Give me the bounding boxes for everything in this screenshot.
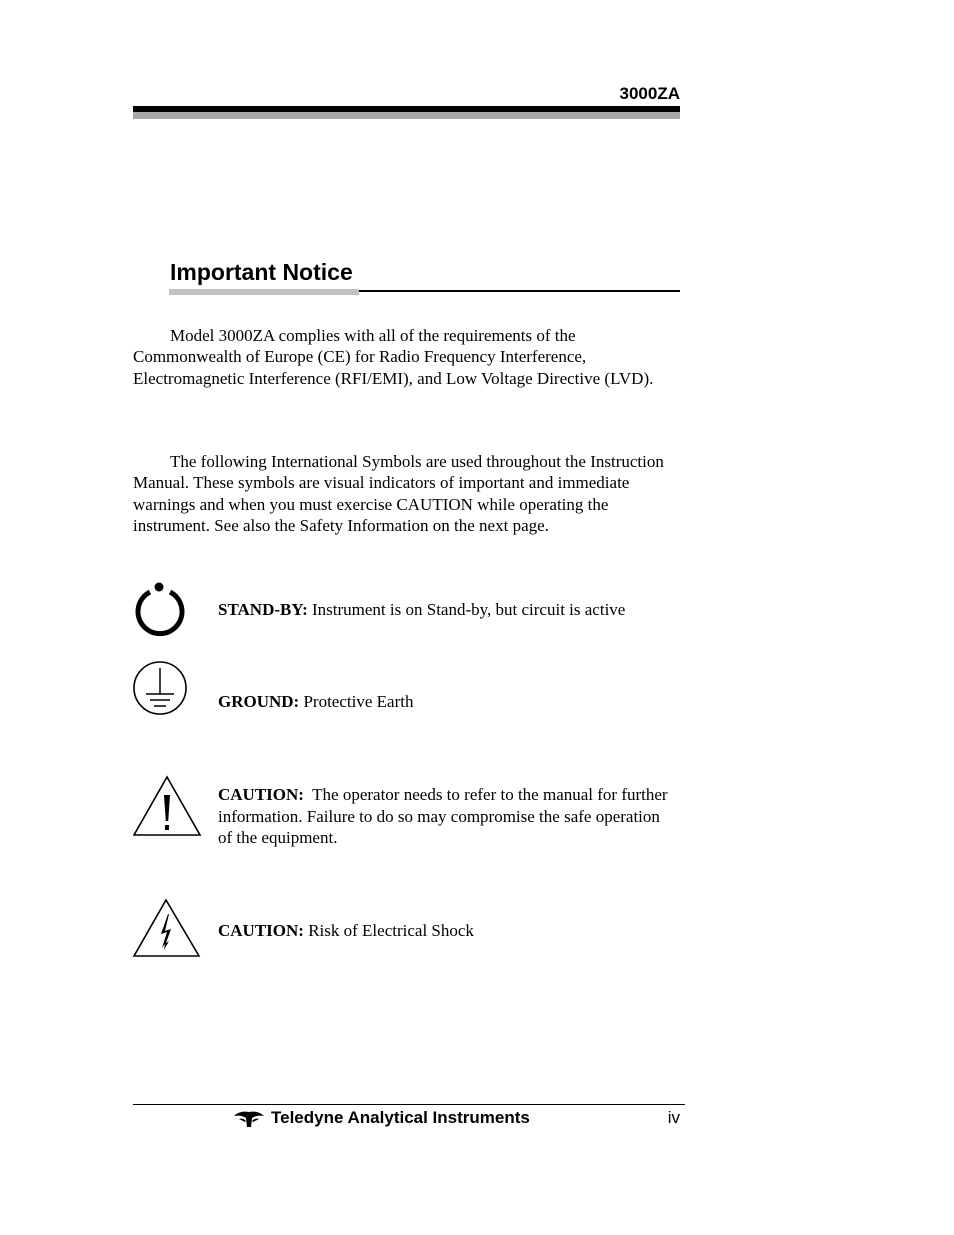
header-rule-shadow <box>133 112 680 119</box>
compliance-paragraph <box>133 325 680 389</box>
caution-text: The operator needs to refer to the manual for further information. Failure to do so may compromise the safe operation of the equipment. <box>218 785 668 847</box>
ground-label: GROUND: <box>218 692 300 711</box>
footer-company-name: Teledyne Analytical Instruments <box>271 1108 530 1127</box>
standby-text: Instrument is on Stand-by, but circuit is active <box>312 600 626 619</box>
symbols-intro-text: The following International Symbols are used throughout the Instruction Manual. These symbols are visual indicators of important and immediate warnings and when you must exercise CAUTION while operating the instrument. See also the Safety Information on the next page. <box>133 452 664 535</box>
caution-icon <box>133 775 203 842</box>
page-number: iv <box>667 1108 680 1127</box>
teledyne-logo-icon <box>233 1110 265 1133</box>
caution-label: CAUTION: <box>218 785 304 804</box>
page-title: Important Notice <box>170 259 353 285</box>
standby-icon <box>133 580 187 643</box>
standby-description <box>218 599 678 621</box>
compliance-text: Model 3000ZA complies with all of the requirements of the Commonwealth of Europe (CE) for Radio Frequency Interference, Electromagnetic Interference (RFI/EMI), and Low Voltage Directive (LVD). <box>133 326 654 388</box>
ground-description <box>218 691 678 713</box>
electrical-shock-icon <box>133 898 203 963</box>
symbols-intro-paragraph <box>133 451 680 536</box>
shock-text: Risk of Electrical Shock <box>308 921 474 940</box>
shock-description <box>218 920 678 942</box>
standby-label: STAND-BY: <box>218 600 308 619</box>
caution-description <box>218 784 678 849</box>
footer-rule <box>133 1104 685 1105</box>
ground-text: Protective Earth <box>303 692 414 711</box>
shock-label: CAUTION: <box>218 921 304 940</box>
model-label: 3000ZA <box>619 84 680 103</box>
ground-icon <box>133 660 189 723</box>
title-underline-accent <box>169 289 359 295</box>
title-underline <box>359 290 680 292</box>
